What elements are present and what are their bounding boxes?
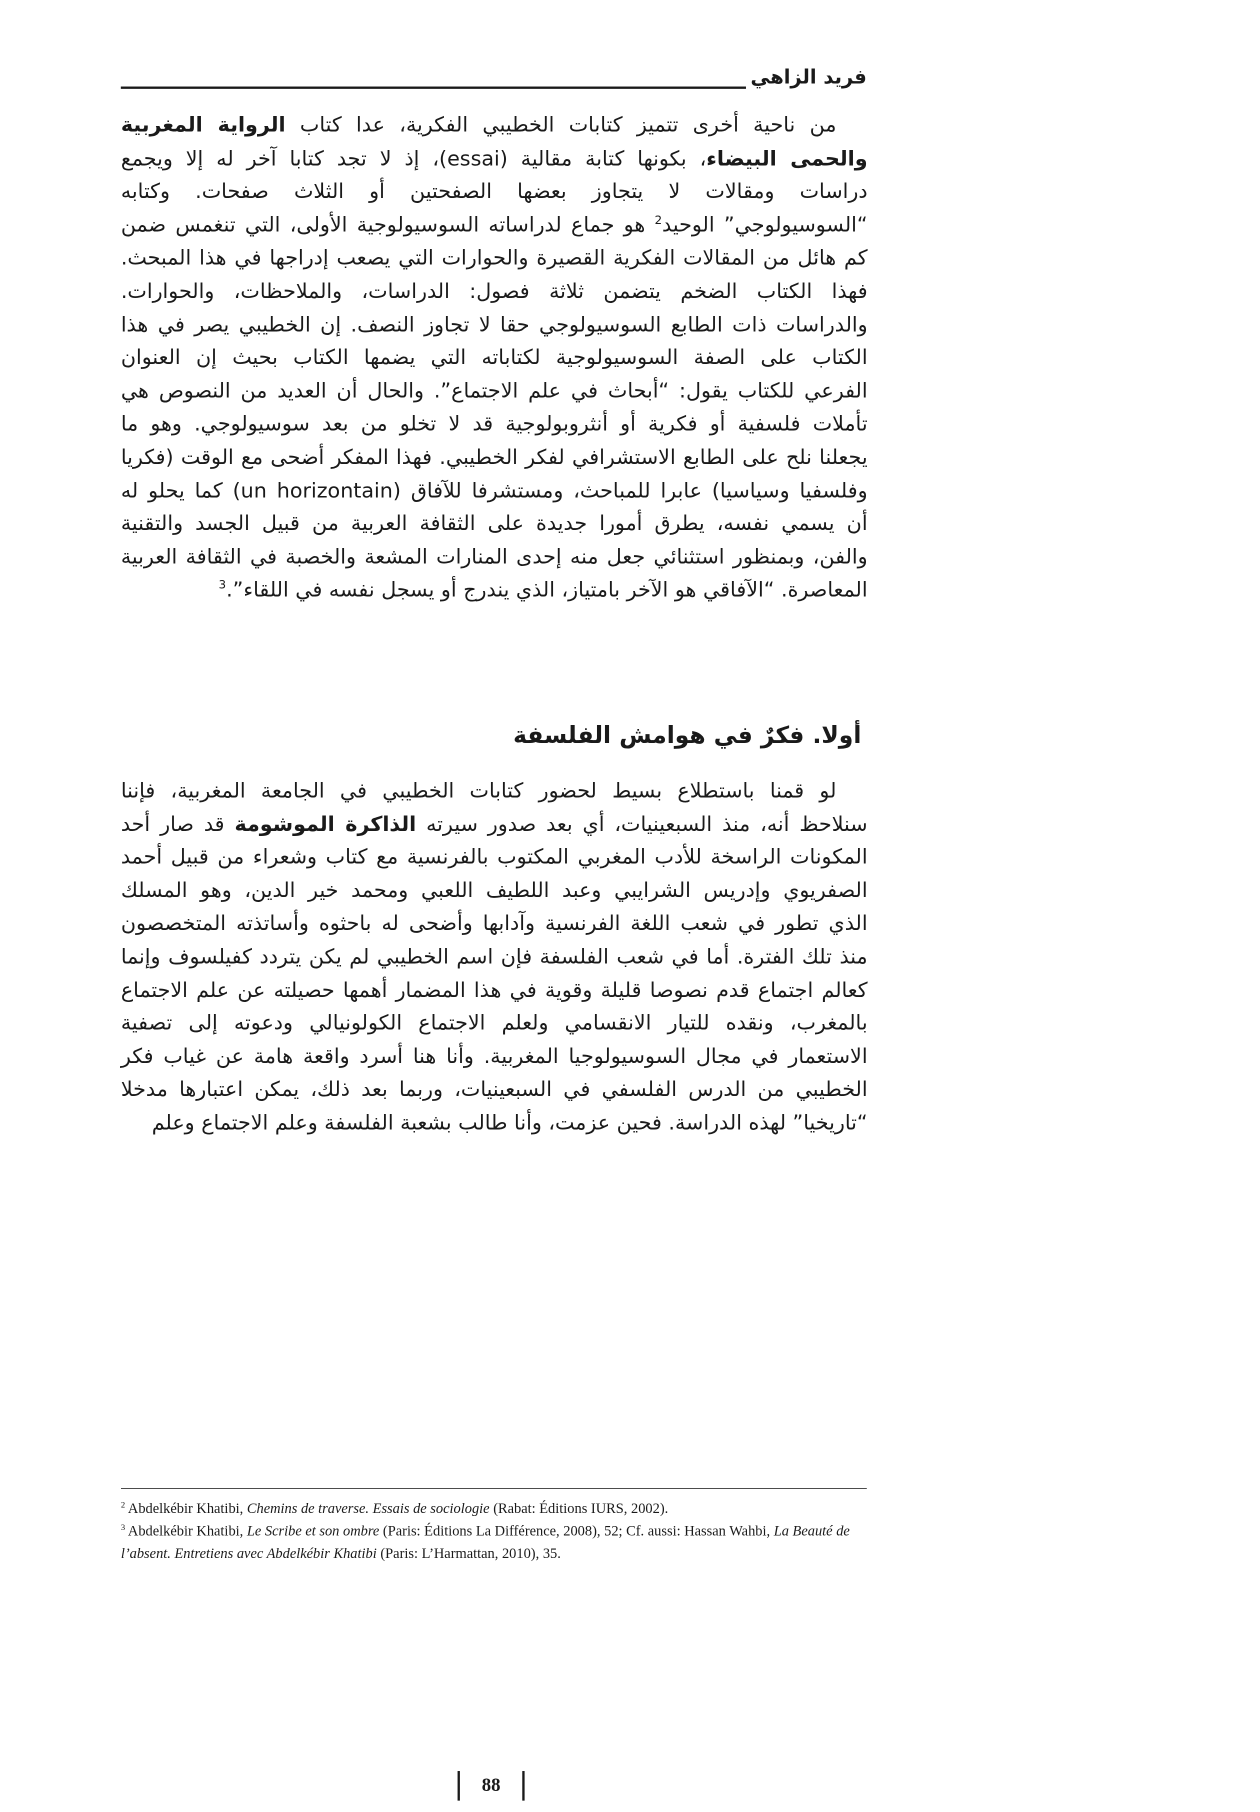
text-line: فهذا الكتاب الضخم يتضمن ثلاثة فصول: الدراسات، والملاحظات، والحوارات. bbox=[120, 279, 868, 304]
text-line: الذي تطور في شعب اللغة الفرنسية وآدابها وأضحى له باحثوه وأساتذته المتخصصون bbox=[120, 911, 868, 936]
header-rule bbox=[121, 87, 746, 89]
text-line: منذ تلك الفترة. أما في شعب الفلسفة فإن اسم الخطيبي لم يكن يتردد كفيلسوف وإنما bbox=[120, 944, 868, 969]
text-line: كعالم اجتماع قدم نصوصا قليلة وقوية في هذا المضمار أهمها حصيلته عن علم الاجتماع bbox=[120, 977, 868, 1003]
text-line: بالمغرب، ونقده للتيار الانقسامي ولعلم الاجتماع الكولونيالي ودعوته إلى تصفية bbox=[120, 1011, 868, 1036]
text-line: والفن، وبمنظور استثنائي جعل منه إحدى المنارات المشعة والخصبة في الثقافة العربية bbox=[120, 544, 868, 569]
footnote-rule bbox=[121, 1488, 867, 1489]
text-line: “السوسيولوجي” الوحيد$^2$ هو جماع لدراساته السوسيولوجية الأولى، التي تنغمس ضمن bbox=[120, 212, 868, 237]
text-line: كم هائل من المقالات الفكرية القصيرة والحوارات التي يصعب إدراجها في هذا المبحث. bbox=[120, 245, 868, 270]
book-title-bold: الذاكرة الموشومة bbox=[234, 811, 417, 837]
book-title-bold: الرواية المغربية bbox=[120, 113, 286, 138]
text-line: لو قمنا باستطلاع بسيط لحضور كتابات الخطيبي في الجامعة المغربية، فإننا bbox=[120, 778, 837, 803]
page-number-bar bbox=[458, 1771, 460, 1801]
book-title-bold: والحمى البيضاء bbox=[706, 146, 868, 171]
text-line: المكونات الراسخة للأدب المغربي المكتوب بالفرنسية مع كتاب وشعراء من قبيل أحمد bbox=[120, 845, 868, 870]
paragraph-1 bbox=[121, 109, 868, 607]
text-line: والحمى البيضاء، بكونها كتابة مقالية (essai)، إذ لا تجد كتابا آخر له إلا ويجمع bbox=[120, 146, 868, 171]
paragraph-2 bbox=[121, 775, 868, 1140]
running-header-author: فريد الزاهي bbox=[750, 65, 867, 89]
text-line: “تاريخيا” لهذه الدراسة. فحين عزمت، وأنا طالب بشعبة الفلسفة وعلم الاجتماع وعلم bbox=[151, 1110, 868, 1135]
text-line: من ناحية أخرى تتميز كتابات الخطيبي الفكرية، عدا كتاب الرواية المغربية bbox=[120, 113, 837, 138]
text-line: يجعلنا نلح على الطابع الاستشرافي لفكر الخطيبي. فهذا المفكر أضحى مع الوقت (فكريا bbox=[120, 445, 868, 470]
footnote-ref[interactable]: 2 bbox=[654, 212, 663, 227]
text-line: الفرعي للكتاب يقول: “أبحاث في علم الاجتماع”. والحال أن العديد من النصوص هي bbox=[120, 378, 868, 403]
text-line: الاستعمار في مجال السوسيولوجيا المغربية. وأنا هنا أسرد واقعة هامة عن غياب فكر bbox=[120, 1044, 868, 1069]
text-line: الكتاب على الصفة السوسيولوجية لكتاباته التي يضمها الكتاب بحيث إن العنوان bbox=[120, 345, 868, 370]
footnote-ref[interactable]: 3 bbox=[218, 577, 227, 593]
text-line: تأملات فلسفية أو فكرية أو أنثروبولوجية قد لا تخلو من بعد سوسيولوجي. وهو ما bbox=[120, 411, 868, 437]
text-line: دراسات ومقالات لا يتجاوز بعضها الصفحتين أو الثلاث صفحات. وكتابه bbox=[120, 179, 868, 204]
footnote-2: $^2$ Abdelkébir Khatibi, Chemins de traverse. Essais de sociologie (Rabat: Éditions IURS, 2002). bbox=[120, 1500, 669, 1517]
text-line: والدراسات ذات الطابع السوسيولوجي حقا لا تجاوز النصف. إن الخطيبي يصر في هذا bbox=[120, 312, 868, 337]
section-heading: أولا. فكرٌ في هوامش الفلسفة bbox=[513, 721, 862, 750]
text-line: المعاصرة. “الآفاقي هو الآخر بامتياز، الذي يندرج أو يسجل نفسه في اللقاء”.$^3$ bbox=[218, 577, 868, 603]
text-line: أن يسمي نفسه، يطرق أمورا جديدة على الثقافة العربية من قبيل الجسد والتقنية bbox=[120, 511, 868, 536]
footnote-3: $^3$ Abdelkébir Khatibi, Le Scribe et son ombre (Paris: Éditions La Différence, 2008), 52; Cf. aussi: Hassan Wahbi, La Beauté de l’absent. Entretiens avec Abdelkébir Khatibi (Paris: L’Harmattan, 2010), 35. bbox=[120, 1523, 850, 1563]
text-line: سنلاحظ أنه، منذ السبعينيات، أي بعد صدور سيرته الذاكرة الموشومة قد صار أحد bbox=[120, 811, 868, 837]
text-line: وفلسفيا وسياسيا) عابرا للمباحث، ومستشرفا للآفاق (un horizontain) كما يحلو له bbox=[120, 478, 868, 503]
footnotes bbox=[121, 1498, 868, 1566]
text-line: الخطيبي من الدرس الفلسفي في السبعينيات، وربما بعد ذلك، يمكن اعتبارها مدخلا bbox=[120, 1077, 868, 1102]
text-line: الصفريوي وإدريس الشرايبي وعبد اللطيف اللعبي ومحمد خير الدين، وهو المسلك bbox=[120, 878, 868, 903]
page-number: 88 bbox=[0, 1771, 982, 1801]
page-number-bar bbox=[522, 1771, 524, 1801]
